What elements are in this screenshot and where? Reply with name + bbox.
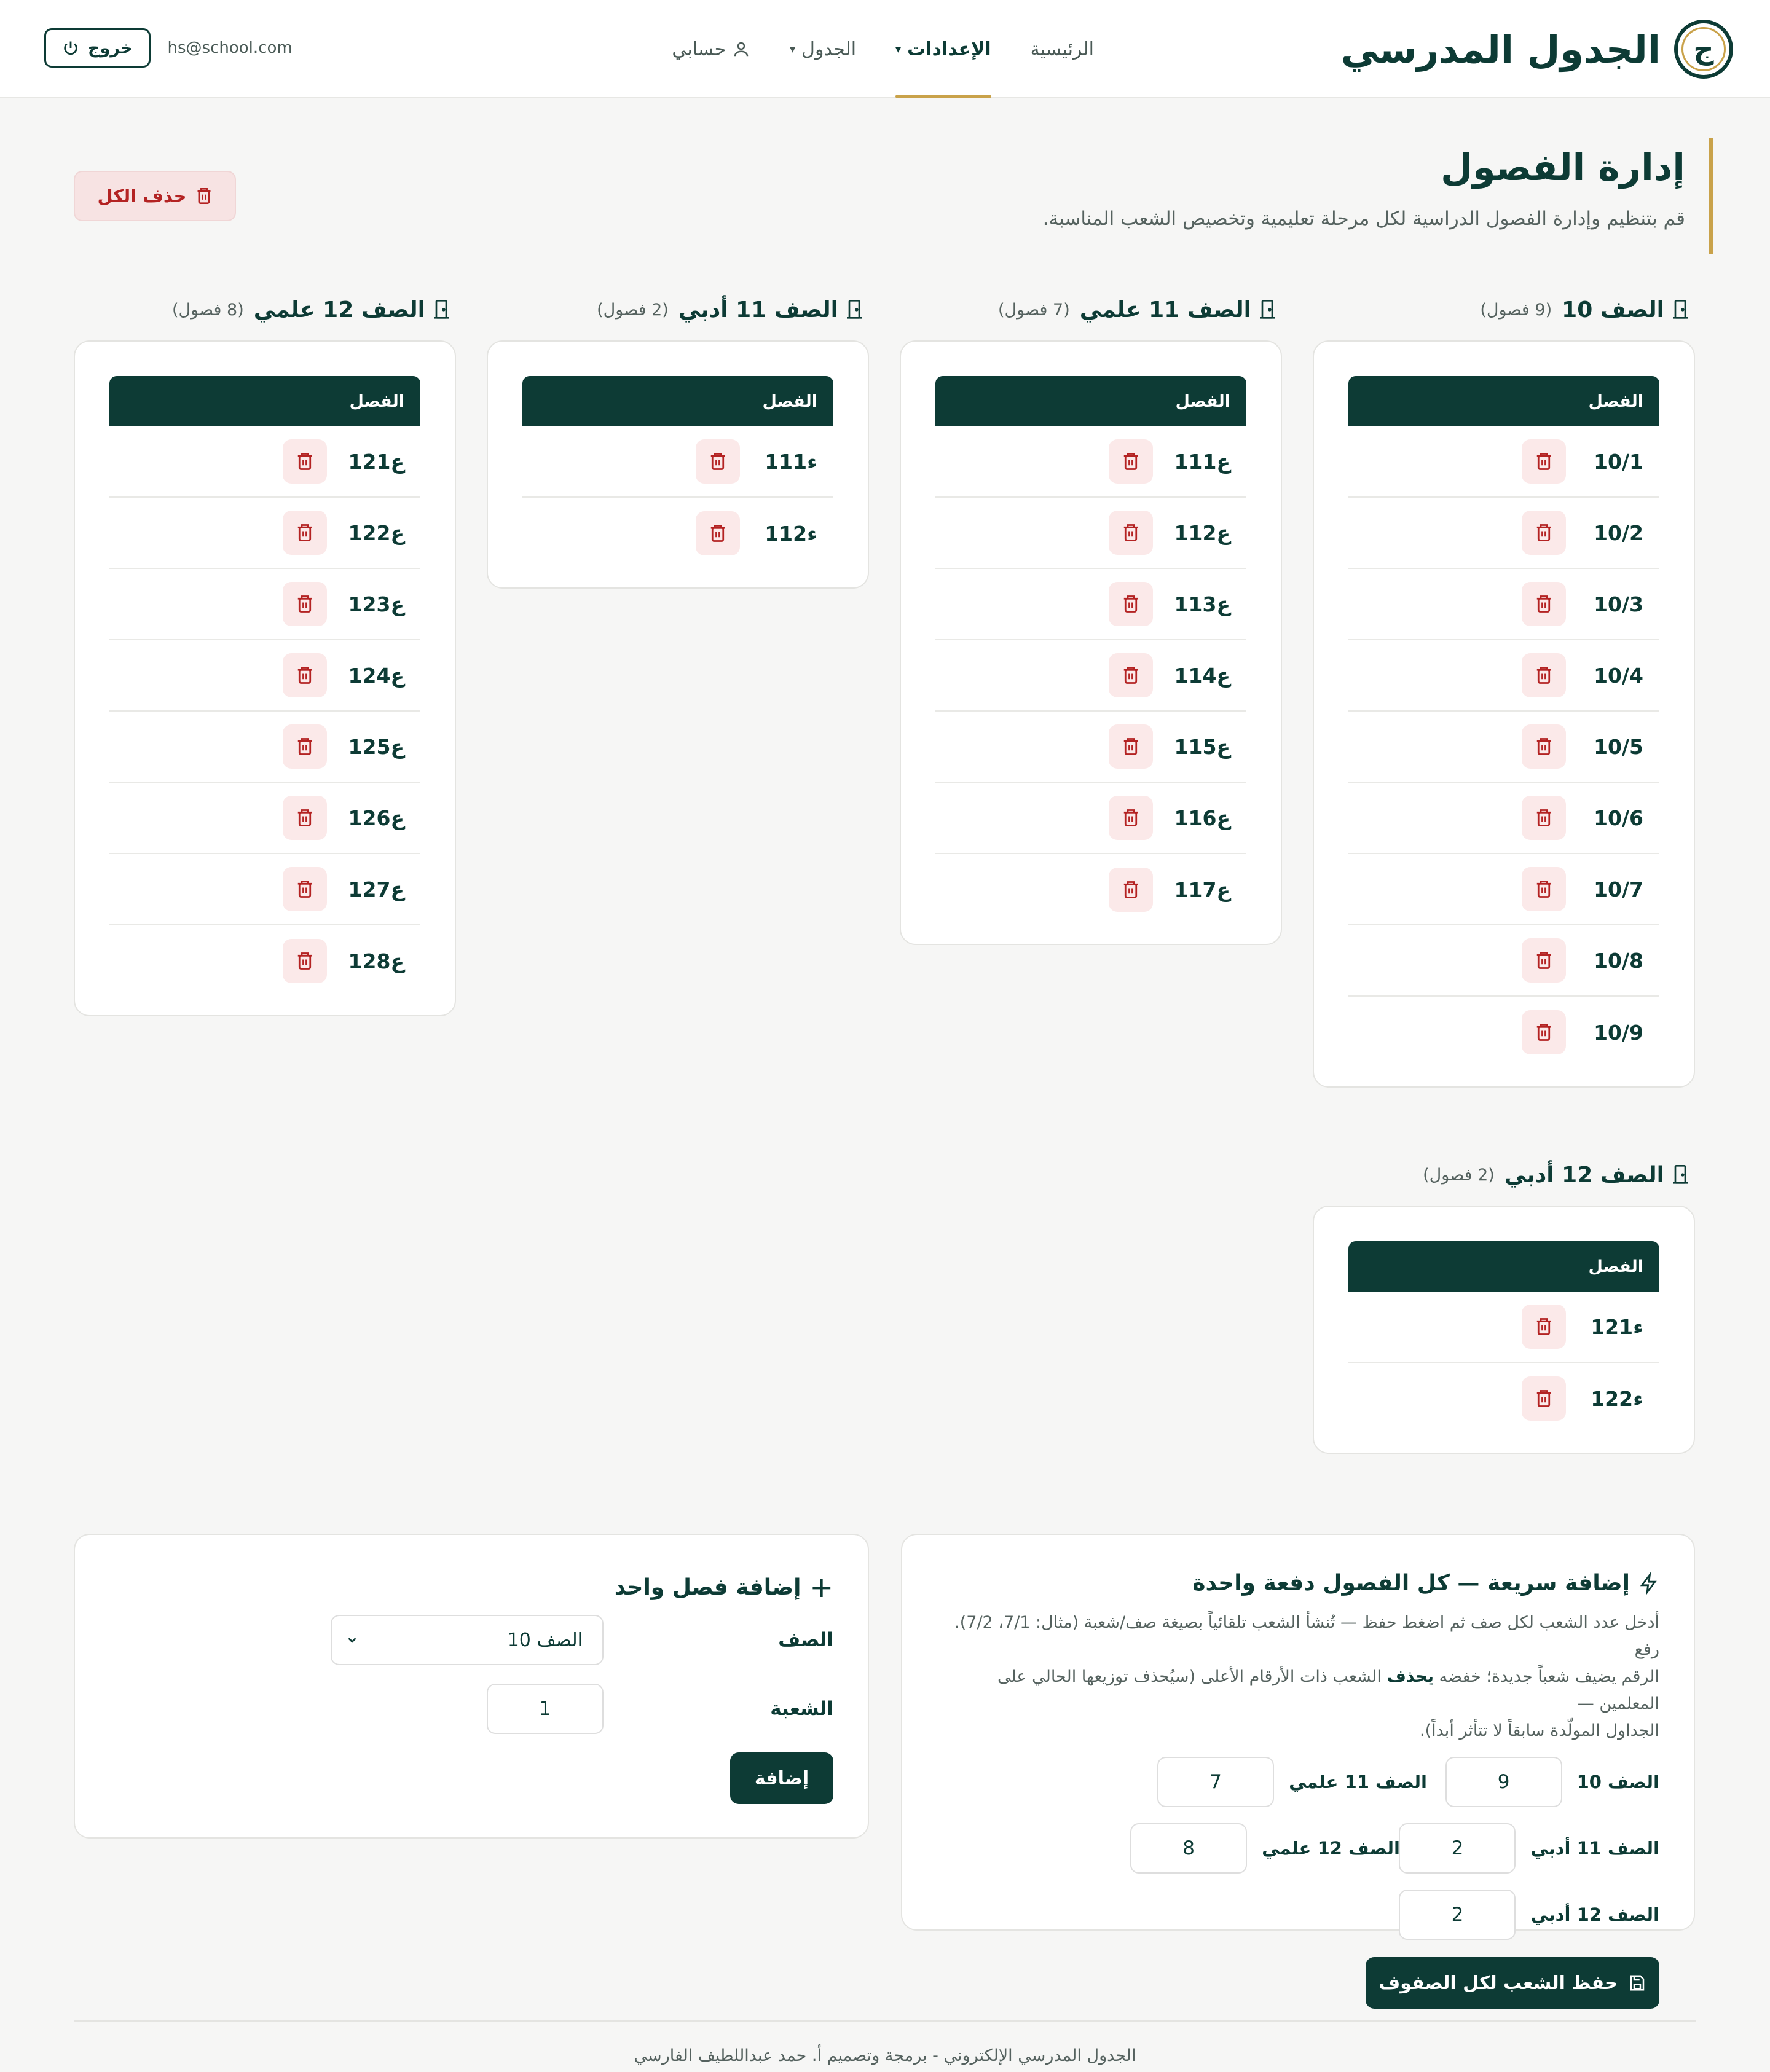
grade-heading xyxy=(1313,1158,1695,1192)
table-header: الفصل xyxy=(1348,376,1659,426)
class-name: 11ع7 xyxy=(1174,877,1230,902)
delete-class-button[interactable] xyxy=(1522,1305,1566,1349)
class-name: 11ع5 xyxy=(1174,734,1230,759)
door-icon xyxy=(844,299,864,321)
class-name: 11ء2 xyxy=(765,521,817,546)
grade-heading xyxy=(1313,292,1695,327)
delete-class-button[interactable] xyxy=(1109,868,1153,912)
class-row xyxy=(1348,925,1659,997)
class-row xyxy=(1348,569,1659,640)
class-name: 12ع7 xyxy=(348,877,404,901)
table-header: الفصل xyxy=(109,376,420,426)
grade-card xyxy=(1313,340,1695,1088)
delete-class-button[interactable] xyxy=(1522,867,1566,911)
grade-12-sci-sections-input[interactable] xyxy=(1130,1823,1247,1874)
section-field: الشعبة 1 xyxy=(487,1684,833,1734)
class-row xyxy=(1348,426,1659,498)
grade-11-sci-sections-input[interactable] xyxy=(1157,1757,1274,1807)
class-row xyxy=(109,640,420,712)
trash-icon xyxy=(1122,451,1140,472)
class-name: 12ع5 xyxy=(348,734,404,759)
grade-section xyxy=(74,292,456,1016)
trash-icon xyxy=(296,451,314,472)
delete-class-button[interactable] xyxy=(1522,724,1566,769)
class-name: 10/4 xyxy=(1594,663,1643,688)
nav-home[interactable]: الرئيسية xyxy=(1030,38,1094,60)
class-name: 11ء1 xyxy=(765,449,817,474)
nav-account[interactable]: حسابي xyxy=(672,0,750,98)
class-name: 10/5 xyxy=(1594,734,1643,759)
class-name: 10/8 xyxy=(1594,948,1643,973)
door-icon xyxy=(1670,299,1690,321)
delete-all-button[interactable]: حذف الكل xyxy=(74,171,236,221)
class-name: 11ع6 xyxy=(1174,806,1230,830)
class-name: 10/1 xyxy=(1594,449,1643,474)
class-row xyxy=(1348,1292,1659,1363)
class-row xyxy=(935,854,1246,925)
user-box xyxy=(44,28,293,68)
grade-count: (8 فصول) xyxy=(172,300,244,320)
table-header: الفصل xyxy=(1348,1241,1659,1292)
class-name: 12ع2 xyxy=(348,520,404,545)
grade-title: الصف 10 xyxy=(1562,297,1664,323)
delete-class-button[interactable] xyxy=(1109,582,1153,626)
trash-icon xyxy=(1122,736,1140,757)
class-row xyxy=(935,426,1246,498)
trash-icon xyxy=(1535,879,1553,900)
class-row xyxy=(1348,640,1659,712)
brand-name: الجدول المدرسي xyxy=(1340,26,1661,72)
class-name: 12ع8 xyxy=(348,949,404,973)
class-name: 11ع1 xyxy=(1174,449,1230,474)
trash-icon xyxy=(296,879,314,900)
trash-icon xyxy=(1122,594,1140,614)
class-row xyxy=(935,569,1246,640)
trash-icon xyxy=(1535,665,1553,686)
delete-class-button[interactable] xyxy=(696,511,740,555)
plus-icon: + xyxy=(809,1571,833,1604)
quick-add-fields xyxy=(937,1757,1659,1940)
table-header: الفصل xyxy=(935,376,1246,426)
trash-icon xyxy=(1122,879,1140,900)
brand[interactable] xyxy=(1341,18,1733,80)
save-icon xyxy=(1628,1974,1646,1992)
class-row xyxy=(109,712,420,783)
quick-add-description: أدخل عدد الشعب لكل صف ثم اضغط حفظ — تُنشأ الشعب تلقائياً بصيغة صف/شعبة (مثال: 7/1، 7/2). رفع الرقم يضيف شعباً جديدة؛ خفضه يحذف الشعب ذات الأرقام الأعلى (سيُحذف توزيعها الحالي على المعلمين — الجداول المولّدة سابقاً لا تتأثر أبداً). xyxy=(954,1613,1659,1740)
power-icon xyxy=(62,39,79,57)
trash-icon xyxy=(1122,522,1140,543)
delete-class-button[interactable] xyxy=(696,439,740,484)
trash-icon xyxy=(1535,451,1553,472)
single-add-title: + إضافة فصل واحد xyxy=(614,1571,833,1604)
class-row xyxy=(935,498,1246,569)
trash-icon xyxy=(1535,736,1553,757)
grade-heading xyxy=(487,292,869,327)
quick-field-grade-10: الصف 10 9 xyxy=(1443,1757,1659,1807)
grade-count: (2 فصول) xyxy=(597,300,669,320)
trash-icon xyxy=(296,665,314,686)
grade-title: الصف 11 علمي xyxy=(1079,297,1251,323)
class-name: 11ع2 xyxy=(1174,520,1230,545)
trash-icon xyxy=(296,594,314,614)
class-row xyxy=(109,854,420,925)
trash-icon xyxy=(1535,522,1553,543)
grade-count: (9 فصول) xyxy=(1480,300,1552,320)
class-row xyxy=(109,925,420,997)
delete-class-button[interactable] xyxy=(283,796,327,840)
delete-class-button[interactable] xyxy=(1109,796,1153,840)
save-all-sections-button[interactable]: حفظ الشعب لكل الصفوف xyxy=(1366,1957,1659,2009)
lightning-icon xyxy=(1638,1572,1659,1595)
delete-class-button[interactable] xyxy=(1109,653,1153,697)
delete-class-button[interactable] xyxy=(1522,796,1566,840)
delete-class-button[interactable] xyxy=(1522,1376,1566,1421)
class-name: 12ع4 xyxy=(348,663,404,688)
class-row xyxy=(1348,498,1659,569)
grade-section xyxy=(1313,1158,1695,1454)
section-input[interactable] xyxy=(487,1684,604,1734)
delete-class-button[interactable] xyxy=(283,439,327,484)
class-row xyxy=(109,783,420,854)
class-name: 12ء1 xyxy=(1591,1314,1643,1339)
trash-icon xyxy=(1535,950,1553,971)
grade-heading xyxy=(74,292,456,327)
nav-settings[interactable]: الإعدادات ▾ xyxy=(895,0,991,98)
page-subtitle: قم بتنظيم وإدارة الفصول الدراسية لكل مرحلة تعليمية وتخصيص الشعب المناسبة. xyxy=(1042,208,1685,230)
class-row xyxy=(935,712,1246,783)
class-name: 12ء2 xyxy=(1591,1386,1643,1411)
grade-12-lit-sections-input[interactable] xyxy=(1399,1890,1516,1940)
top-navbar xyxy=(0,0,1770,98)
trash-icon xyxy=(1535,1316,1553,1337)
chevron-down-icon xyxy=(345,1633,359,1647)
grade-card xyxy=(900,340,1282,945)
delete-class-button[interactable] xyxy=(283,511,327,555)
quick-field-grade-12-lit: الصف 12 أدبي 2 xyxy=(1422,1890,1659,1940)
delete-class-button[interactable] xyxy=(283,939,327,983)
footer-credit: الجدول المدرسي الإلكتروني - برمجة وتصميم أ. حمد عبداللطيف الفارسي xyxy=(634,2046,1136,2065)
footer-divider xyxy=(74,2020,1696,2022)
class-row xyxy=(109,426,420,498)
delete-class-button[interactable] xyxy=(1109,439,1153,484)
class-row xyxy=(1348,1363,1659,1434)
class-row xyxy=(1348,783,1659,854)
main-nav xyxy=(672,0,1094,98)
trash-icon xyxy=(195,186,213,206)
single-add-panel xyxy=(74,1534,869,1839)
delete-class-button[interactable] xyxy=(283,724,327,769)
delete-class-button[interactable] xyxy=(1522,1010,1566,1054)
caret-down-icon: ▾ xyxy=(790,42,796,56)
page-title: إدارة الفصول xyxy=(1441,146,1685,189)
grade-section xyxy=(1313,292,1695,1088)
trash-icon xyxy=(1122,807,1140,828)
grade-card xyxy=(1313,1206,1695,1454)
user-icon xyxy=(732,40,750,58)
door-icon xyxy=(1257,299,1277,321)
grade-card xyxy=(487,340,869,589)
grade-title: الصف 11 أدبي xyxy=(678,297,838,323)
class-name: 12ع1 xyxy=(348,449,404,474)
caret-down-icon: ▾ xyxy=(895,42,902,56)
class-row xyxy=(935,640,1246,712)
class-row xyxy=(109,498,420,569)
delete-class-button[interactable] xyxy=(283,867,327,911)
grade-11-lit-sections-input[interactable] xyxy=(1399,1823,1516,1874)
class-row xyxy=(1348,997,1659,1068)
grade-count: (2 فصول) xyxy=(1423,1165,1495,1185)
quick-field-grade-11-sci: الصف 11 علمي 7 xyxy=(1194,1757,1427,1807)
table-header: الفصل xyxy=(522,376,833,426)
delete-class-button[interactable] xyxy=(1522,653,1566,697)
nav-schedule[interactable]: الجدول ▾ xyxy=(790,38,857,60)
quick-add-title: إضافة سريعة — كل الفصول دفعة واحدة xyxy=(937,1571,1659,1596)
grade-card xyxy=(74,340,456,1016)
class-row xyxy=(522,498,833,569)
trash-icon xyxy=(709,451,727,472)
class-row xyxy=(109,569,420,640)
trash-icon xyxy=(296,736,314,757)
delete-class-button[interactable] xyxy=(1522,439,1566,484)
trash-icon xyxy=(1535,594,1553,614)
trash-icon xyxy=(709,523,727,544)
class-name: 10/9 xyxy=(1594,1020,1643,1045)
delete-class-button[interactable] xyxy=(1522,938,1566,983)
delete-class-button[interactable] xyxy=(1109,511,1153,555)
logout-button[interactable]: خروج xyxy=(44,28,151,68)
quick-field-grade-11-lit: الصف 11 أدبي 2 xyxy=(1416,1823,1659,1874)
quick-field-grade-12-sci: الصف 12 علمي 8 xyxy=(1166,1823,1400,1874)
class-name: 11ع3 xyxy=(1174,592,1230,616)
delete-class-button[interactable] xyxy=(283,653,327,697)
class-name: 10/3 xyxy=(1594,592,1643,616)
trash-icon xyxy=(296,522,314,543)
trash-icon xyxy=(1122,665,1140,686)
page-header xyxy=(792,138,1713,254)
class-name: 10/7 xyxy=(1594,877,1643,901)
grade-section xyxy=(900,292,1282,945)
trash-icon xyxy=(1535,1388,1553,1409)
grade-10-sections-input[interactable] xyxy=(1446,1757,1562,1807)
delete-class-button[interactable] xyxy=(1522,511,1566,555)
grade-title: الصف 12 علمي xyxy=(253,297,425,323)
class-name: 12ع6 xyxy=(348,806,404,830)
trash-icon xyxy=(1535,1022,1553,1043)
user-email: hs@school.com xyxy=(167,39,293,57)
class-row xyxy=(1348,854,1659,925)
brand-logo: ج xyxy=(1674,20,1733,79)
trash-icon xyxy=(296,807,314,828)
grade-heading xyxy=(900,292,1282,327)
delete-class-button[interactable] xyxy=(1522,582,1566,626)
class-row xyxy=(522,426,833,498)
delete-class-button[interactable] xyxy=(283,582,327,626)
trash-icon xyxy=(296,951,314,971)
class-name: 11ع4 xyxy=(1174,663,1230,688)
class-name: 12ع3 xyxy=(348,592,404,616)
grade-count: (7 فصول) xyxy=(998,300,1070,320)
delete-class-button[interactable] xyxy=(1109,724,1153,769)
trash-icon xyxy=(1535,807,1553,828)
grade-section xyxy=(487,292,869,589)
door-icon xyxy=(431,299,451,321)
add-class-button[interactable]: إضافة xyxy=(730,1752,833,1804)
grade-title: الصف 12 أدبي xyxy=(1504,1162,1664,1188)
class-row xyxy=(1348,712,1659,783)
class-row xyxy=(935,783,1246,854)
quick-add-panel xyxy=(901,1534,1695,1994)
class-name: 10/6 xyxy=(1594,806,1643,830)
door-icon xyxy=(1670,1164,1690,1186)
grade-select[interactable]: الصف 10 xyxy=(331,1615,604,1665)
class-name: 10/2 xyxy=(1594,520,1643,545)
grade-field: الصف الصف 10 xyxy=(331,1615,833,1665)
